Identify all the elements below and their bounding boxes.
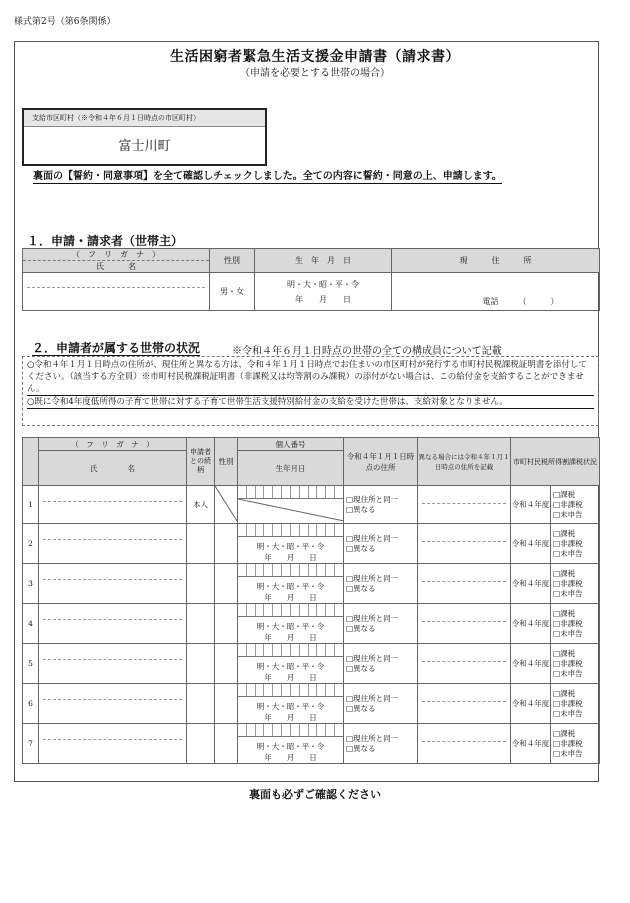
pledge-statement: 裏面の【誓約・同意事項】を全て確認しチェックしました。全ての内容に誓約・同意の上、申請します。 xyxy=(33,171,502,182)
row-number: 4 xyxy=(23,604,39,644)
mynumber-dob-field[interactable] xyxy=(238,684,344,724)
row-number: 6 xyxy=(23,684,39,724)
applicant-dob-field[interactable] xyxy=(255,273,392,311)
municipality-name[interactable]: 富士川町 xyxy=(118,139,171,154)
applicant-table xyxy=(22,248,600,311)
mynumber-dob-field[interactable] xyxy=(238,604,344,644)
era-options: 明・大・昭・平・令 xyxy=(256,542,325,551)
tax-year: 令和４年度 xyxy=(511,684,551,724)
same-address-option[interactable]: □現住所と同一 xyxy=(346,533,399,543)
era-options: 明・大・昭・平・令 xyxy=(256,742,325,751)
household-row xyxy=(23,644,600,684)
gender-field[interactable] xyxy=(215,486,238,524)
name-label: 氏 名 xyxy=(96,262,136,271)
tax-year: 令和４年度 xyxy=(511,524,551,564)
number-header xyxy=(23,438,39,486)
row-number: 5 xyxy=(23,644,39,684)
non-taxed-option[interactable]: □非課税 xyxy=(553,738,583,748)
taxed-option[interactable]: □課税 xyxy=(553,489,576,499)
same-address-option[interactable]: □現住所と同一 xyxy=(346,733,399,743)
gender-header-2: 性別 xyxy=(215,438,238,486)
tax-year: 令和４年度 xyxy=(511,564,551,604)
jan-address-check[interactable] xyxy=(344,684,418,724)
jan-address-check[interactable] xyxy=(344,644,418,684)
tax-year: 令和４年度 xyxy=(511,486,551,524)
municipality-label: 支給市区町村（※令和４年６月１日時点の市区町村） xyxy=(24,110,265,127)
household-row xyxy=(23,724,600,764)
diff-address-field[interactable] xyxy=(418,604,511,644)
diagonal-strike xyxy=(215,486,237,521)
dob-header: 生 年 月 日 xyxy=(255,249,392,273)
footer-notice: 裏面も必ずご確認ください xyxy=(249,788,381,801)
tax-options[interactable] xyxy=(551,644,600,684)
applicant-address-field[interactable] xyxy=(392,273,600,311)
taxed-option[interactable]: □課税 xyxy=(553,688,576,698)
gender-header: 性別 xyxy=(210,249,255,273)
diagonal-strike xyxy=(238,499,344,521)
diff-address-header: 異なる場合には令和４年１月１日時点の住所を記載 xyxy=(418,438,511,486)
non-taxed-option[interactable]: □非課税 xyxy=(553,499,583,509)
tax-year: 令和４年度 xyxy=(511,644,551,684)
era-options: 明・大・昭・平・令 xyxy=(256,622,325,631)
tax-options[interactable] xyxy=(551,684,600,724)
different-option[interactable]: □異なる xyxy=(346,504,376,514)
relation-field[interactable] xyxy=(187,524,215,564)
jan-address-check[interactable] xyxy=(344,524,418,564)
era-options: 明・大・昭・平・令 xyxy=(287,279,359,289)
gender-field[interactable] xyxy=(215,604,238,644)
jan-address-check[interactable] xyxy=(344,486,418,524)
form-subtitle: （申請を必要とする世帯の場合） xyxy=(240,68,390,79)
member-name-field[interactable] xyxy=(39,524,187,564)
jan-address-check[interactable] xyxy=(344,604,418,644)
tax-options[interactable] xyxy=(551,564,600,604)
tax-options[interactable] xyxy=(551,604,600,644)
diff-address-field[interactable] xyxy=(418,684,511,724)
applicant-name-field[interactable] xyxy=(23,273,210,311)
diff-address-field[interactable] xyxy=(418,724,511,764)
different-option[interactable]: □異なる xyxy=(346,543,376,553)
same-address-option[interactable]: □現住所と同一 xyxy=(346,613,399,623)
row-number: 1 xyxy=(23,486,39,524)
date-format: 年 月 日 xyxy=(264,673,317,682)
era-options: 明・大・昭・平・令 xyxy=(256,582,325,591)
furigana-label: （ フ リ ガ ナ ） xyxy=(23,249,209,261)
mynumber-header: 個人番号 xyxy=(238,438,344,451)
diff-address-field[interactable] xyxy=(418,564,511,604)
date-format: 年 月 日 xyxy=(264,593,317,602)
applicant-gender-field[interactable]: 男・女 xyxy=(210,273,255,311)
jan-address-header: 令和４年１月１日時点の住所 xyxy=(344,438,418,486)
diff-address-field[interactable] xyxy=(418,524,511,564)
mynumber-dob-field[interactable] xyxy=(238,724,344,764)
relation-field[interactable] xyxy=(187,684,215,724)
mynumber-dob-field[interactable] xyxy=(238,524,344,564)
section2-note: ※令和４年６月１日時点の世帯の全ての構成員について記載 xyxy=(232,346,502,357)
different-option[interactable]: □異なる xyxy=(346,663,376,673)
relation-field[interactable] xyxy=(187,644,215,684)
form-title: 生活困窮者緊急生活支援金申請書（請求書） xyxy=(170,49,460,65)
household-notes xyxy=(22,356,599,426)
different-option[interactable]: □異なる xyxy=(346,703,376,713)
member-name-field[interactable] xyxy=(39,604,187,644)
date-format: 年 月 日 xyxy=(264,553,317,562)
same-address-option[interactable]: □現住所と同一 xyxy=(346,494,399,504)
relation-field[interactable] xyxy=(187,564,215,604)
household-row xyxy=(23,604,600,644)
form-number: 様式第2号（第6条関係） xyxy=(14,17,116,27)
tax-options[interactable] xyxy=(551,724,600,764)
mynumber-dob-field[interactable] xyxy=(238,644,344,684)
furigana-header: （ フ リ ガ ナ ） xyxy=(39,438,187,451)
applicant-name-header xyxy=(23,249,210,273)
household-table xyxy=(22,437,600,764)
relation-field: 本人 xyxy=(187,486,215,524)
member-name-field[interactable] xyxy=(39,684,187,724)
not-declared-option[interactable]: □未申告 xyxy=(553,588,583,598)
same-address-option[interactable]: □現住所と同一 xyxy=(346,693,399,703)
taxed-option[interactable]: □課税 xyxy=(553,568,576,578)
taxed-option[interactable]: □課税 xyxy=(553,528,576,538)
different-option[interactable]: □異なる xyxy=(346,743,376,753)
gender-field[interactable] xyxy=(215,724,238,764)
row-number: 3 xyxy=(23,564,39,604)
taxed-option[interactable]: □課税 xyxy=(553,608,576,618)
note-already-received: ○既に令和4年度低所得の子育て世帯に対する子育て世帯生活支援特別給付金の支給を受けた世帯は、支給対象となりません。 xyxy=(27,396,594,409)
taxed-option[interactable]: □課税 xyxy=(553,728,576,738)
tax-year: 令和４年度 xyxy=(511,604,551,644)
household-row xyxy=(23,564,600,604)
date-format: 年 月 日 xyxy=(295,294,351,304)
row-number: 2 xyxy=(23,524,39,564)
tax-year: 令和４年度 xyxy=(511,724,551,764)
note-address-proof: ○令和４年１月１日時点の住所が、現住所と異なる方は、令和４年１月１日時点でお住まいの市区町村が発行する市町村民税課税証明書を添付してください。（該当する方全員）※市町村民税課税証明書（非課税又は均等割のみ課税）の添付がない場合は、この給付金を支給することができません。 xyxy=(27,359,594,396)
relation-field[interactable] xyxy=(187,604,215,644)
diff-address-field[interactable] xyxy=(418,644,511,684)
member-name-field[interactable] xyxy=(39,724,187,764)
section2-title: ２．申請者が属する世帯の状況 xyxy=(32,341,201,355)
diff-address-field[interactable] xyxy=(418,486,511,524)
era-options: 明・大・昭・平・令 xyxy=(256,702,325,711)
gender-field[interactable] xyxy=(215,684,238,724)
taxed-option[interactable]: □課税 xyxy=(553,648,576,658)
member-name-field[interactable] xyxy=(39,486,187,524)
row-number: 7 xyxy=(23,724,39,764)
jan-address-check[interactable] xyxy=(344,724,418,764)
address-header: 現 住 所 xyxy=(392,249,600,273)
mynumber-field[interactable] xyxy=(238,486,344,524)
jan-address-check[interactable] xyxy=(344,564,418,604)
gender-field[interactable] xyxy=(215,564,238,604)
tax-status-header: 市町村民税所得割課税状況 xyxy=(511,438,600,486)
gender-field[interactable] xyxy=(215,644,238,684)
municipality-box xyxy=(22,108,267,166)
name-header-2: 氏 名 xyxy=(39,451,187,486)
not-declared-option[interactable]: □未申告 xyxy=(553,509,583,519)
different-option[interactable]: □異なる xyxy=(346,623,376,633)
date-format: 年 月 日 xyxy=(264,633,317,642)
same-address-option[interactable]: □現住所と同一 xyxy=(346,653,399,663)
relation-field[interactable] xyxy=(187,724,215,764)
mynumber-dob-field[interactable] xyxy=(238,564,344,604)
date-format: 年 月 日 xyxy=(264,753,317,762)
household-row xyxy=(23,684,600,724)
non-taxed-option[interactable]: □非課税 xyxy=(553,538,583,548)
non-taxed-option[interactable]: □非課税 xyxy=(553,618,583,628)
not-declared-option[interactable]: □未申告 xyxy=(553,668,583,678)
not-declared-option[interactable]: □未申告 xyxy=(553,708,583,718)
household-row xyxy=(23,486,600,524)
not-declared-option[interactable]: □未申告 xyxy=(553,628,583,638)
not-declared-option[interactable]: □未申告 xyxy=(553,548,583,558)
member-name-field[interactable] xyxy=(39,564,187,604)
date-format: 年 月 日 xyxy=(264,713,317,722)
phone-label: 電話 （ ） xyxy=(482,297,559,306)
household-row xyxy=(23,524,600,564)
relation-header: 申請者との続柄 xyxy=(187,438,215,486)
non-taxed-option[interactable]: □非課税 xyxy=(553,698,583,708)
same-address-option[interactable]: □現住所と同一 xyxy=(346,573,399,583)
era-options: 明・大・昭・平・令 xyxy=(256,662,325,671)
member-name-field[interactable] xyxy=(39,644,187,684)
dob-header-2: 生年月日 xyxy=(238,451,344,486)
tax-options[interactable] xyxy=(551,524,600,564)
non-taxed-option[interactable]: □非課税 xyxy=(553,578,583,588)
gender-field[interactable] xyxy=(215,524,238,564)
section1-title: １．申請・請求者（世帯主） xyxy=(27,234,184,248)
tax-options[interactable] xyxy=(551,486,600,524)
different-option[interactable]: □異なる xyxy=(346,583,376,593)
not-declared-option[interactable]: □未申告 xyxy=(553,748,583,758)
non-taxed-option[interactable]: □非課税 xyxy=(553,658,583,668)
